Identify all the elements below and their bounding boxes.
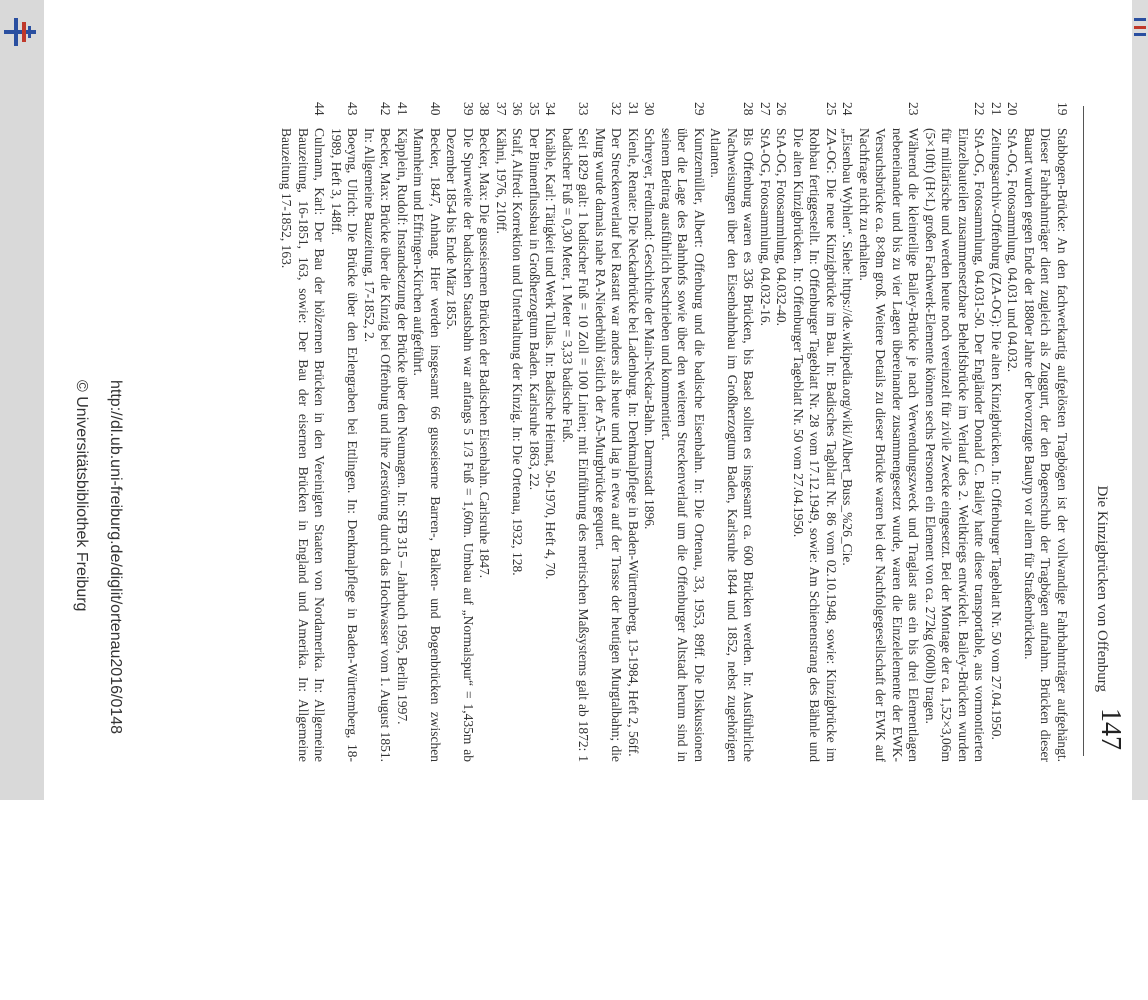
endnote-number: 30 bbox=[642, 102, 658, 116]
endnote bbox=[757, 102, 774, 762]
endnote bbox=[526, 102, 543, 762]
endnote-number: 21 bbox=[989, 102, 1004, 116]
endnote-number: 20 bbox=[1005, 102, 1021, 116]
endnote-number: 29 bbox=[692, 102, 707, 116]
stamp-top-edge bbox=[132, 420, 138, 980]
endnote-number: 34 bbox=[543, 102, 559, 116]
endnote bbox=[542, 102, 559, 762]
endnote bbox=[493, 102, 510, 762]
endnote-text: Bis Offenburg waren es 336 Brücken, bis Basel sollten es insgesamt ca. 600 Brücken werden. In: Ausführliche Nachweisungen über den Eisenbahnbau im Großherzogtum Baden, Karlsruhe 1844 und 1852, nebst zugehörigen Atlanten. bbox=[708, 128, 757, 762]
source-url[interactable]: http://dl.ub.uni-freiburg.de/diglit/ortenau2016/0148 bbox=[107, 380, 124, 735]
endnote-text: Käpplein, Rudolf: Instandsetzung der Brücke über den Neumagen. In: SFB 315 – Jahrbuch 1995, Berlin 1997. bbox=[395, 128, 410, 725]
endnote bbox=[278, 102, 328, 762]
endnote bbox=[592, 102, 625, 762]
endnote bbox=[328, 102, 361, 762]
endnote-text: „Eisenbau Wyhlen“. Siehe: https://de.wikipedia.org/wiki/Albert_Buss_%26_Cie. bbox=[840, 128, 856, 566]
endnote-text: Stalf, Alfred: Korrektion und Unterhaltung der Kinzig. In: Die Ortenau, 1932, 128. bbox=[510, 128, 526, 576]
left-scan-margin bbox=[0, 0, 44, 800]
endnote-text: StA-OG, Fotosammlung, 04.032-40. bbox=[774, 128, 790, 327]
endnote bbox=[1004, 102, 1021, 762]
endnote-text: Zeitungsarchiv-Offenburg (ZA-OG): Die alten Kinzigbrücken. In: Offenburger Tageblatt Nr. 50 vom 27.04.1950. bbox=[989, 128, 1004, 740]
header-rule bbox=[1083, 106, 1084, 756]
endnote-text: Becker, Max: Brücke über die Kinzig bei Offenburg und ihre Zerstörung durch das Hochwasser vom 1. August 1851. In: Allgemeine Bauzeitung, 17-1852, 2. bbox=[362, 128, 394, 762]
endnote-text: Die Spurweite der badischen Staatsbahn war anfangs 5 1/3 Fuß = 1,60m. Umbau auf „Normalspur“ = 1,435m ab Dezember 1854 bis Ende März 1855. bbox=[444, 128, 476, 762]
endnote bbox=[773, 102, 790, 762]
endnote-text: Culmann, Karl: Der Bau der hölzernen Brücken in den Vereinigten Staaten von Nordamerika. In: Allgemeine Bauzeitung, 16-1851, 163, sowie: Der Bau der eisernen Brücken in England und Amerika. In: Allgemeine Bauzeitung 17-1852, 163. bbox=[279, 128, 328, 762]
endnote-number: 40 bbox=[428, 102, 443, 116]
rotated-book-page bbox=[44, 0, 1148, 800]
endnotes-list bbox=[278, 102, 1070, 762]
endnote-text: Stabbogen-Brücke: An den fachwerkartig aufgelösten Tragbögen ist der vollwandige Fahrbahnträger aufgehängt. Dieser Fahrbahnträger dient zugleich als Zuggurt, der den Bogenschub der Tragbögen aufnahm. Brücken dieser Bauart wurden gegen Ende der 1880er Jahre der bevorzugte Bautyp vor allem für Straßenbrücken. bbox=[1022, 128, 1070, 762]
digitization-logo-icon bbox=[4, 16, 36, 48]
endnote-number: 24 bbox=[840, 102, 856, 116]
endnote bbox=[707, 102, 757, 762]
endnote-text: Boeyng, Ulrich: Die Brücke über den Erlengraben bei Ettlingen. In: Denkmalpflege in Baden-Württemberg, 18-1989, Heft 3, 148ff. bbox=[329, 128, 361, 762]
endnote-number: 23 bbox=[906, 102, 922, 116]
endnote-number: 43 bbox=[345, 102, 361, 116]
page-number: 147 bbox=[1095, 708, 1126, 750]
endnote-number: 27 bbox=[758, 102, 773, 116]
endnote-text: Becker, Max: Die gusseisernen Brücken der Badischen Eisenbahn. Carlsruhe 1847. bbox=[477, 128, 493, 579]
endnote-text: Becker, 1847, Anhang. Hier werden insgesamt 66 gusseiserne Barren-, Balken- und Bogenbrücken zwischen Mannheim und Effringen-Kirchen aufgeführt. bbox=[411, 128, 443, 762]
endnote bbox=[839, 102, 856, 762]
endnote-text: Der Streckenverlauf bei Rastatt war anders als heute und lag in etwa auf der Trasse der heutigen Murgtalbahn; die Murg wurde damals nahe RA-Niederbühl östlich der A5-Murgbrücke gequert. bbox=[593, 128, 625, 762]
endnote bbox=[476, 102, 493, 762]
endnote-number: 26 bbox=[774, 102, 790, 116]
endnote bbox=[443, 102, 476, 762]
endnote-text: Während die kleinteilige Bailey-Brücke je nach Verwendungszweck und Traglast aus ein bis drei Elementlagen nebeneinander und bis zu vier Lagen übereinander zusammengesetzt wurde, waren die Einzelelemente der EWK-Versuchsbrücke ca. 8×8m groß. Weitere Details zu dieser Brücke waren bei der Nachfolgegesellschaft der EWK auf Nachfrage nicht zu erhalten. bbox=[857, 128, 922, 762]
endnote-number: 32 bbox=[609, 102, 625, 116]
endnote-text: Der Binnenflussbau in Großherzogtum Baden. Karlsruhe 1863, 22. bbox=[527, 128, 542, 491]
endnote bbox=[922, 102, 988, 762]
endnote-text: Kienle, Renate: Die Neckarbrücke bei Ladenburg. In: Denkmalpflege in Baden-Württemberg, 13-1984, Heft 2, 56ff. bbox=[626, 128, 641, 757]
endnote bbox=[361, 102, 394, 762]
endnote bbox=[410, 102, 443, 762]
endnote bbox=[790, 102, 840, 762]
endnote bbox=[1021, 102, 1071, 762]
endnote-number: 36 bbox=[510, 102, 526, 116]
endnote-text: Schreyer, Ferdinand: Geschichte der Main-Neckar-Bahn. Darmstadt 1896. bbox=[642, 128, 658, 530]
library-stamp bbox=[44, 380, 134, 1000]
endnote-number: 35 bbox=[527, 102, 542, 116]
endnote-number: 38 bbox=[477, 102, 493, 116]
endnote-text: Kähni, 1976, 210ff. bbox=[494, 128, 509, 234]
endnote-number: 22 bbox=[972, 102, 988, 116]
running-title: Die Kinzigbrücken von Offenburg bbox=[1094, 485, 1110, 692]
endnote-number: 33 bbox=[576, 102, 592, 116]
endnote bbox=[509, 102, 526, 762]
endnote-text: Kuntzemüller, Albert: Offenburg und die badische Eisenbahn. In: Die Ortenau, 33, 1953, 89ff. Die Diskussionen über die Lage des Bahnhofs sowie über den weiteren Streckenverlauf um die Offenburger Altstadt herum sind in seinem Beitrag ausführlich beschrieben und kommentiert. bbox=[659, 128, 707, 762]
endnote-text: StA-OG, Fotosammlung, 04.031-50. Der Engländer Donald C. Bailey hatte diese transportable, aus vormontierten Einzelbauteilen zusammensetzbare Behelfsbrücke im Verlauf des 2. Weltkriegs entwickelt. Bailey-Brücken wurden für militärische und werden heute noch vereinzelt für zivile Zwecke eingesetzt. Bei der Montage der ca. 1,52×3,06m (5×10ft) (H×L) großen Fachwerk-Elemente können sechs Personen ein Element von ca. 272kg (600lb) tragen. bbox=[923, 128, 988, 762]
endnote-number: 37 bbox=[494, 102, 509, 116]
endnote bbox=[559, 102, 592, 762]
endnote-text: StA-OG, Fotosammlung, 04.031 und 04.032. bbox=[1005, 128, 1021, 373]
endnote bbox=[856, 102, 922, 762]
endnote-number: 25 bbox=[824, 102, 839, 116]
endnote bbox=[658, 102, 708, 762]
endnote-number: 31 bbox=[626, 102, 641, 116]
endnote-number: 28 bbox=[741, 102, 757, 116]
endnote-text: StA-OG, Fotosammlung, 04.032-16. bbox=[758, 128, 773, 327]
endnote-number: 44 bbox=[312, 102, 328, 116]
endnote-number: 39 bbox=[461, 102, 476, 116]
running-header bbox=[1090, 104, 1130, 750]
endnote-text: Seit 1829 galt: 1 badischer Fuß = 10 Zoll = 100 Linien; mit Einführung des metrischen Maßsystems galt ab 1872: 1 badischer Fuß = 0,30 Meter, 1 Meter = 3,33 badische Fuß. bbox=[560, 128, 592, 762]
endnote-text: Knäble, Karl: Tätigkeit und Werk Tullas. In: Badische Heimat, 50-1970, Heft 4, 70. bbox=[543, 128, 559, 580]
endnote-number: 42 bbox=[378, 102, 394, 116]
endnote-number: 19 bbox=[1055, 102, 1070, 116]
endnote-text: ZA-OG: Die neue Kinzigbrücke im Bau. In: Badisches Tagblatt Nr. 86 vom 02.10.1948, sowie: Kinzigbrücke im Rohbau fertiggestellt. In: Offenburger Tageblatt Nr. 28 vom 17.12.1949, sowie: Am Schienenstrang des Bähnle und Die alten Kinzigbrücken. In: Offenburger Tageblatt Nr. 50 vom 27.04.1950. bbox=[791, 128, 839, 762]
copyright-notice: © Universitätsbibliothek Freiburg bbox=[73, 380, 90, 612]
endnote bbox=[625, 102, 642, 762]
endnote-number: 41 bbox=[395, 102, 410, 116]
endnote bbox=[394, 102, 411, 762]
endnote bbox=[988, 102, 1005, 762]
endnote bbox=[641, 102, 658, 762]
